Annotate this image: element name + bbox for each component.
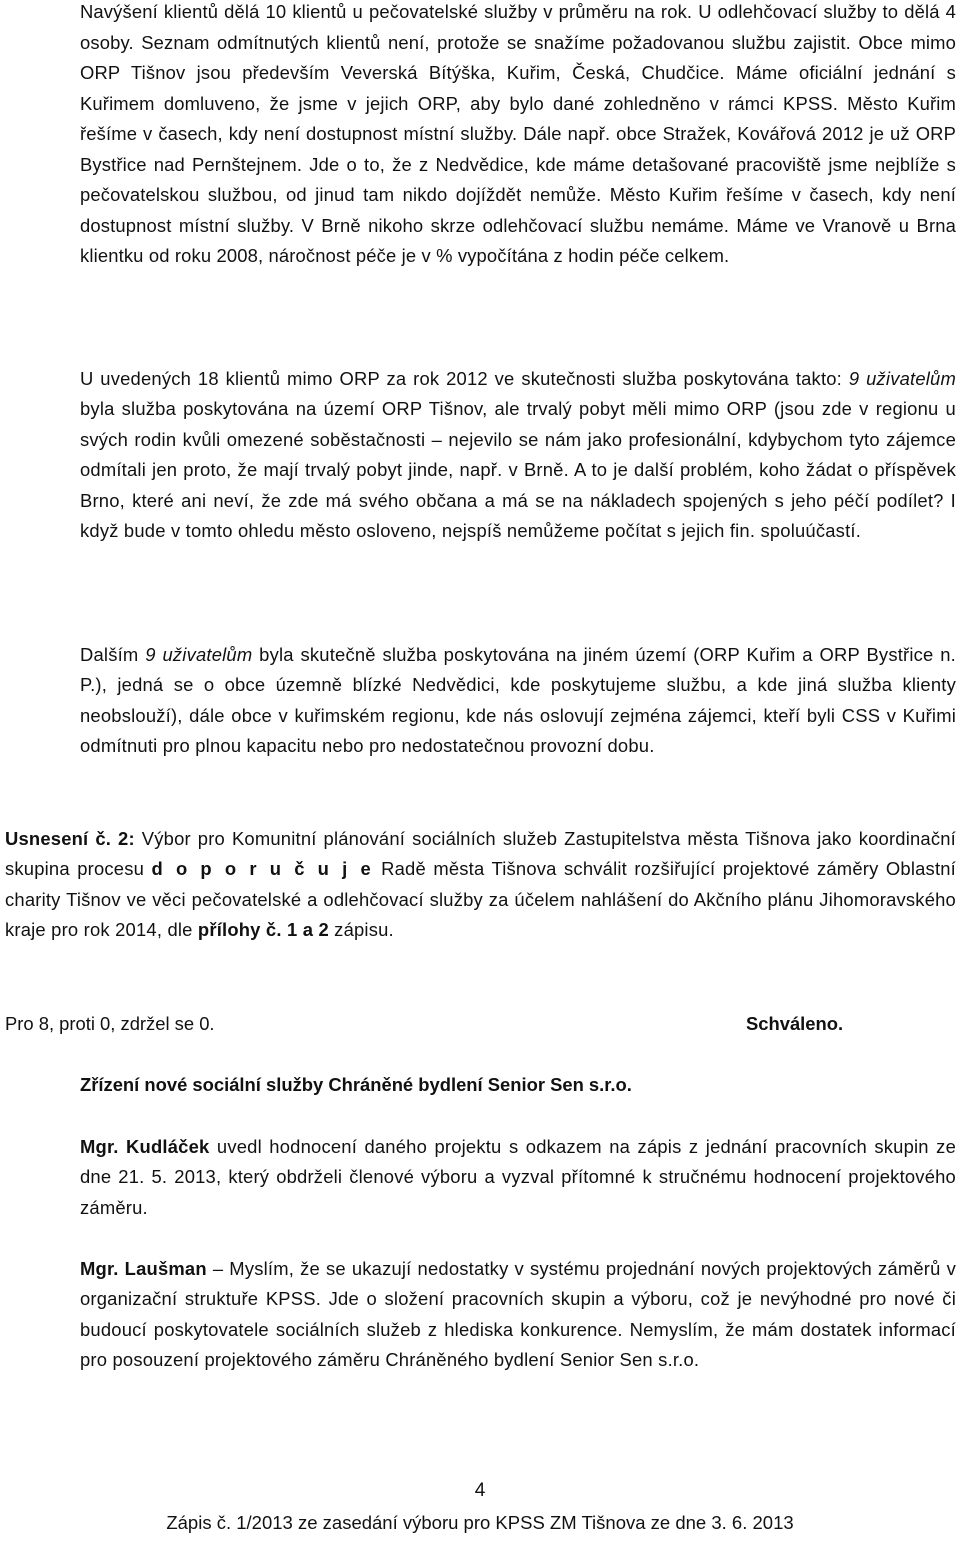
resolution-paragraph <box>5 824 956 946</box>
resolution-text: Radě města Tišnova schválit rozšiřující projektové záměry Oblastní charity Tišnov ve věci pečovatelské a odlehčovací služby za účelem nahlášení do Akčního plánu Jihomoravského kraje pro rok 2014, dle <box>5 858 956 941</box>
resolution-label: Usnesení č. 2: <box>5 828 135 849</box>
attachment-reference: přílohy č. 1 a 2 <box>197 919 329 941</box>
footer-caption: Zápis č. 1/2013 ze zasedání výboru pro KPSS ZM Tišnova ze dne 3. 6. 2013 <box>166 1512 794 1533</box>
speaker-text: – Myslím, že se ukazují nedostatky v systému projednání nových projektových záměrů v organizační struktuře KPSS. Jde o složení pracovních skupin a výboru, což je nevýhodné pro nové či budoucí poskytovatele sociálních služeb z hlediska konkurence. Nemyslím, že mám dostatek informací pro posouzení projektového záměru Chráněného bydlení Senior Sen s.r.o. <box>80 1258 956 1371</box>
paragraph-text: byla služba poskytována na území ORP Tišnov, ale trvalý pobyt měli mimo ORP (jsou zde v regionu u svých rodin kvůli omezené soběstačnosti – nejevilo se nám jako profesionální, kdybychom tyto zájemce odmítali jen proto, že mají trvalý pobyt jinde, např. v Brně. A to je další problém, koho žádat o příspěvek Brno, které ani neví, že zde má svého občana a má se na nákladech spojených s jeho péčí podílet? I když bude v tomto ohledu město osloveno, nejspíš nemůžeme počítat s jejich fin. spoluúčastí. <box>80 398 956 542</box>
italic-count: 9 uživatelům <box>145 644 253 665</box>
paragraph-lausman <box>80 1254 956 1376</box>
paragraph-other-9-users <box>80 640 956 762</box>
approved-label: Schváleno. <box>746 1013 844 1034</box>
resolution-text: Výbor pro Komunitní plánování sociálních služeb Zastupitelstva města Tišnova jako koordinační skupina procesu <box>5 828 956 880</box>
paragraph-text: U uvedených 18 klientů mimo ORP za rok 2012 ve skutečnosti služba poskytována takto: <box>80 368 849 389</box>
paragraph-kudlacek <box>80 1132 956 1223</box>
paragraph-text: Dalším <box>80 644 146 665</box>
paragraph-text: byla skutečně služba poskytována na jiném území (ORP Kuřim a ORP Bystřice n. P.), jedná se o obce územně blízké Nedvědici, kde poskytujeme službu, a kde jiná služba klienty neobslouží), dále obce v kuřimském regionu, kde nás oslovují zejména zájemci, kteří byli CSS v Kuřimi odmítnuti pro plnou kapacitu nebo pro nedostatečnou provozní dobu. <box>80 644 956 757</box>
vote-result: Pro 8, proti 0, zdržel se 0. <box>5 1013 215 1034</box>
page-number: 4 <box>474 1480 486 1501</box>
paragraph-18-clients <box>80 364 956 546</box>
speaker-text: uvedl hodnocení daného projektu s odkazem na zápis z jednání pracovních skupin ze dne 21. 5. 2013, který obdrželi členové výboru a vyzval přítomné k stručnému hodnocení projektového záměru. <box>80 1136 957 1218</box>
speaker-name: Mgr. Kudláček <box>80 1136 210 1157</box>
section-heading: Zřízení nové sociální služby Chráněné bydlení Senior Sen s.r.o. <box>80 1074 632 1095</box>
paragraph-text: Navýšení klientů dělá 10 klientů u pečovatelské služby v průměru na rok. U odlehčovací služby to dělá 4 osoby. Seznam odmítnutých klientů není, protože se snažíme požadovanou službu zajistit. Obce mimo ORP Tišnov jsou především Veverská Bítýška, Kuřim, Česká, Chudčice. Máme oficiální jednání s Kuřimem domluveno, že jsme v jejich ORP, aby bylo dané zohledněno v rámci KPSS. Město Kuřim řešíme v časech, kdy není dostupnost místní služby. Dále např. obce Stražek, Kovářová 2012 je už ORP Bystřice nad Pernštejnem. Jde o to, že z Nedvědice, kde máme detašované pracoviště jsme nejblíže s pečovatelskou službou, od jinud tam nikdo dojíždět nemůže. Město Kuřim řešíme v časech, kdy není dostupnost místní služby. V Brně nikoho skrze odlehčovací službu nemáme. Máme ve Vranově u Brna klientku od roku 2008, náročnost péče je v % vypočítána z hodin péče celkem. <box>80 1 956 266</box>
speaker-name: Mgr. Laušman <box>80 1258 207 1279</box>
paragraph-clients-increase <box>80 0 956 272</box>
resolution-verb: d o p o r u č u j e <box>151 858 374 880</box>
italic-count: 9 uživatelům <box>848 368 956 389</box>
resolution-text: zápisu. <box>328 919 394 941</box>
